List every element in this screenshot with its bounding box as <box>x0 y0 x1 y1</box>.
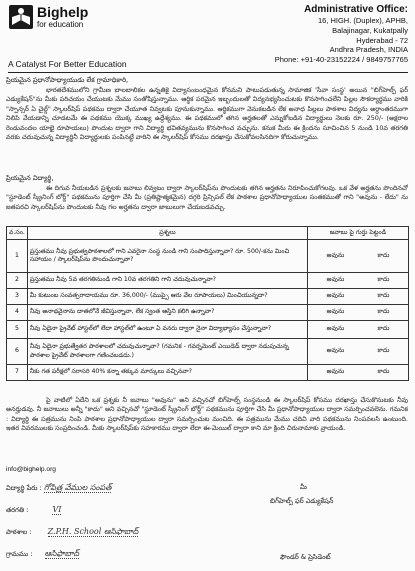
school-value[interactable]: Z.P.H. School ఆసిఫాబాద్ <box>47 527 139 536</box>
row-number: 7 <box>7 365 28 381</box>
village-label: గ్రామము : <box>6 550 33 558</box>
question-text: ప్రస్తుతము నీవు ప్రభుత్వపాఠశాలలో గాని ఎవరైనా సంస్థ నుండి గాని సంపాదిస్తున్నావా? రూ. 500/-కను మించి సహాయం / స్కాలర్‌షిప్‌ను పొందుచున్నావా? <box>27 240 307 273</box>
answer-yes[interactable]: అవును <box>326 276 345 284</box>
signatory-greeting: మీ <box>300 483 307 491</box>
answer-no[interactable]: కాదు <box>377 251 390 259</box>
answer-no[interactable]: కాదు <box>377 276 390 284</box>
answer-no[interactable]: కాదు <box>377 347 390 355</box>
class-label: తరగతి : <box>6 506 29 514</box>
row-number: 1 <box>7 240 28 273</box>
header-divider <box>8 72 408 73</box>
answer-yes[interactable]: అవును <box>326 325 345 333</box>
answer-cell <box>308 240 409 273</box>
brand-subtitle: for education <box>37 20 84 29</box>
office-line: Andhra Pradesh, INDIA <box>329 45 408 55</box>
question-text: ప్రస్తుతము నీవు 5వ తరగతినుండి గాని 10వ తరగతిని గాని చదువుచున్నావా? <box>27 273 307 289</box>
contact-email[interactable]: info@bighelp.org <box>6 466 56 473</box>
question-text: నీవు అనాథవైనాను దాతలోనే జీవిస్తున్నావా, లేక స్వంత ఆస్తిని కలిగి ఉన్నావా? <box>27 305 307 321</box>
student-name-value[interactable]: గోపిత్ర వేముల సంపత్ <box>43 483 112 492</box>
school-label: పాఠశాల : <box>6 528 32 536</box>
column-header-answer: జవాబు పై గుర్తు పెట్టండి <box>308 227 409 240</box>
brand-name: Bighelp <box>37 4 89 20</box>
office-address <box>238 3 408 65</box>
answer-no[interactable]: కాదు <box>377 325 390 333</box>
village-value[interactable]: ఆసిఫాబాద్ <box>44 549 80 558</box>
row-number: 3 <box>7 289 28 305</box>
office-title: Administrative Office: <box>304 4 408 15</box>
answer-yes[interactable]: అవును <box>326 251 345 259</box>
village-row <box>6 549 79 560</box>
row-number: 4 <box>7 305 28 321</box>
eligibility-table <box>6 226 409 381</box>
post-table-note: పై వాటిలో ఏదేని ఒక ప్రశ్నకు నీ జవాబు "అవును" అని వచ్చినచో బిగ్‌హెల్ప్ సంస్థనుండి ఈ స్కాలర్‌షిప్ కోసము దరఖాస్తు చేసుకొనుటకు నీవు అనర్హుడవు. నీ జవాబులు అన్నీ "కాదు" అని వచ్చినచో "స్టూడెంట్ స్క్రీనింగ్ బోర్డ్" పథకమును పూర్తిగా చేసి మీ ప్రధానోపాధ్యాయుల ద్వారా సమర్పించవలెను. గమనిక : విద్యార్థి ఈ పత్రమును నింపి పాఠశాల ప్రధానోపాధ్యాయుల ద్వారా సమర్పించుట మంచిది. ఈ పత్రమును మేము చదివి వారి పథకమును నింపవలసి ఉంటుంది. ఇతర వివరములకు సంప్రదించండి. మీకు స్కాలర్‌షిప్‌కు సహకారము ద్వారా లేదా ఈ-మెయిల్ ద్వారా కాని మా క్రింది చిరునామాకు వ్రాయండి. <box>6 396 408 433</box>
salutation-headmaster: ప్రియమైన ప్రధానోపాధ్యాయుడు లేక గ్రామాధికారి, <box>6 76 129 84</box>
office-line: Balajinagar, Kukatpally <box>332 25 408 35</box>
row-number: 5 <box>7 321 28 339</box>
answer-cell <box>308 273 409 289</box>
instruction-paragraph: ఈ దిగువ నీయబడిన ప్రశ్నలకు జవాబు లివ్వటం ద్వారా స్కాలర్‌షిప్‌ను పొందుటకు తగిన అర్హతను నిరూపించుకోగలవు. ఒక వేళ అర్హతను పొందినచో "స్టూడెంట్ స్క్రీనింగ్ బోర్డ్" పథకమును పూర్తిగా చేసి మీ (ప్రతిష్టాత్మకమైన) దగ్గరి ప్రిన్సిపల్ లేక పాఠశాల ప్రధానోపాధ్యాయుల సంతకముతో గాని "అవును - లేదు" ను జతపరచి స్కాలర్‌షిప్‌ను పొందుటకు నీవు గల అర్హతను ద్వారా జాబులుగా చేయబడవచ్చు. <box>6 184 408 211</box>
row-number: 6 <box>7 339 28 365</box>
answer-no[interactable]: కాదు <box>377 368 390 376</box>
answer-no[interactable]: కాదు <box>377 292 390 300</box>
answer-cell <box>308 305 409 321</box>
answer-yes[interactable]: అవును <box>326 308 345 316</box>
answer-cell <box>308 339 409 365</box>
table-row <box>7 240 409 273</box>
answer-yes[interactable]: అవును <box>326 368 345 376</box>
answer-cell <box>308 365 409 381</box>
bighelp-logo-icon <box>8 4 34 30</box>
table-row <box>7 305 409 321</box>
intro-paragraph: భారతదేశములోని గ్రామీణ బాలబాలికల ఉన్నతికై విద్యాసంబంధమైన కోనమని పాటుపడుతున్న సామాజిక 'సేవా సంస్థ' అయిన "బిగ్‌హెల్ప్ ఫర్ ఎడ్యుకేషన్"ను మీకు పరిచయం చేయుటకు మేము సంతోషిస్తున్నాము. ఆర్థిక పరమైన ఇబ్బందులతో విద్యనభ్యసించుటకు కొనసాగించలేని పిల్లల సౌకర్యార్థము వారికి "స్పాన్సర్ ఏ చైల్డ్" స్కాలర్‌షిప్ పథకము ద్వారా చేయూత నివ్వటకు పూనుకున్నాము. ఆర్థికముగా వెనుకబడిన లేక అనాధ పిల్లలు పాఠశాల విద్యను అర్ధాంతరముగా నిలిపి వేయడాన్ని చూడటమే ఈ పథకము యొక్క ముఖ్య ఉద్దేశ్యము. ఈ పథకములో తగిన అర్హతలతో ఎన్నుకోబడిన విద్యార్థులు నెలకు రూ. 250/- (అక్షరాల రెండువందల యాభై రూపాయలు) పొందుట ద్వారా గాని విద్యార్థి భవితవ్యమును కొనసాగించ వచ్చును. కనుక మీరు ఈ క్రిందను సూచించిన 5 నుండి 10వ తరగతి వరకు చదువుచున్న విద్యార్థినీ విద్యార్థులకు పంపినట్టే వారిని ఈ స్కాలర్‌షిప్ కోసము దరఖాస్తు చేసుకోవలసినదిగా కోరుచున్నాము. <box>6 86 408 142</box>
office-line: 16, HIGH. (Duplex), APHB, <box>317 16 408 25</box>
salutation-student: ప్రియమైన విద్యార్థి, <box>6 174 54 182</box>
table-header-row <box>7 227 409 240</box>
student-name-label: విద్యార్థి పేరు : <box>6 484 42 492</box>
class-row <box>6 505 61 516</box>
student-name-row <box>6 483 111 494</box>
answer-cell <box>308 289 409 305</box>
answer-cell <box>308 321 409 339</box>
question-text: నీవు ఏదైనా ప్రైవేట్ హాస్టల్‌లో లేదా హాస్టల్‌లో ఉంటూ ఏ వనరు ద్వారా నైనా విద్యాభ్యాసం చేస్తున్నావా? <box>27 321 307 339</box>
question-text: నీకు గత పరీక్షలో సరాసరి 40% కన్నా తక్కువ మార్కులు వచ్చినవా? <box>27 365 307 381</box>
table-row <box>7 273 409 289</box>
row-number: 2 <box>7 273 28 289</box>
question-text: నీవు ఏదైనా ప్రభుత్వేతర పాఠశాలలో చదువుచున్నావా? (గమనిక - గవర్నమెంట్ ఎయిడెడ్ ద్వారా నడుపుచున్న పాఠశాల ప్రైవేట్ పాఠశాలగా గణించబడదు.) <box>27 339 307 365</box>
answer-no[interactable]: కాదు <box>377 308 390 316</box>
table-row <box>7 339 409 365</box>
school-row <box>6 527 138 538</box>
table-row <box>7 289 409 305</box>
tagline: A Catalyst For Better Education <box>8 59 127 69</box>
table-row <box>7 321 409 339</box>
table-row <box>7 365 409 381</box>
question-text: మీ కుటుంబ సంవత్సరాదాయము రూ. 36,000/- (ముప్పై ఆరు వేల రూపాయలు) మించియున్నదా? <box>27 289 307 305</box>
office-line: Hyderabad - 72 <box>356 35 408 45</box>
column-header-number: వ.సం. <box>7 227 28 240</box>
class-value[interactable]: VI <box>52 505 62 514</box>
signatory-org: బిగ్‌హెల్ప్ ఫర్ ఎడ్యుకేషన్ <box>270 497 334 505</box>
answer-yes[interactable]: అవును <box>326 347 345 355</box>
signatory-title: ఫౌండర్ & ప్రెసిడెంట్ <box>280 553 331 561</box>
office-phone: Phone: +91-40-23152224 / 9849757765 <box>274 55 408 65</box>
column-header-questions: ప్రశ్నలు <box>27 227 307 240</box>
answer-yes[interactable]: అవును <box>326 292 345 300</box>
